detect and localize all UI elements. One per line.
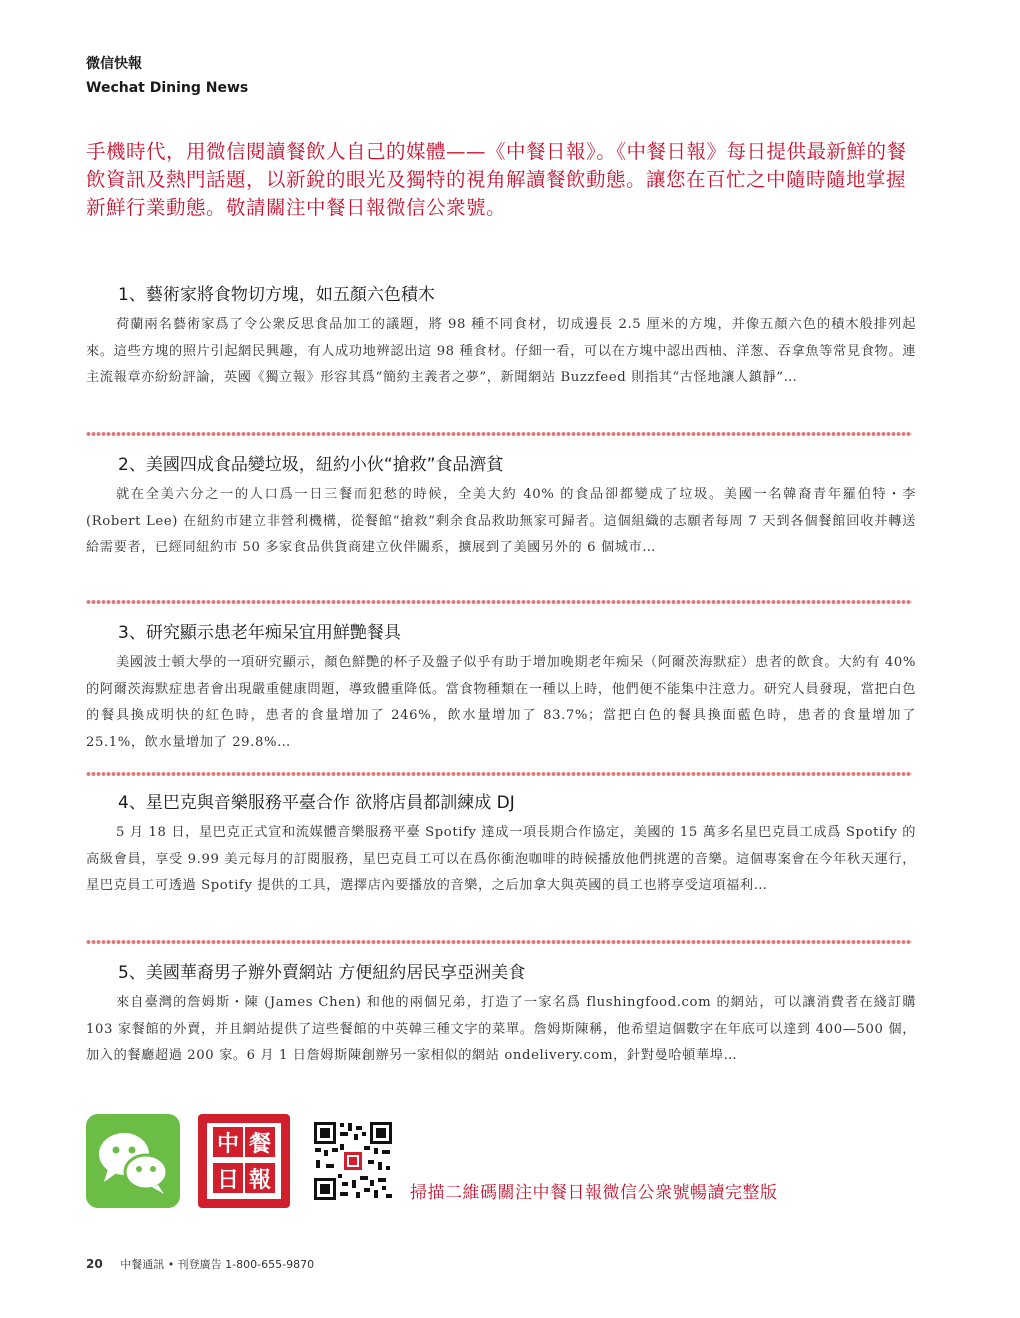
- article-3: [86, 622, 916, 756]
- divider: [86, 598, 912, 606]
- divider: [86, 938, 912, 946]
- logo-char: 中: [213, 1127, 243, 1157]
- logo-char: 餐: [245, 1127, 275, 1157]
- divider: [86, 770, 912, 778]
- scan-qr-text: 掃描二維碼關注中餐日報微信公衆號暢讀完整版: [410, 1183, 778, 1203]
- article-body: 荷蘭兩名藝術家爲了令公衆反思食品加工的議題，將 98 種不同食材，切成邊長 2.5 厘米的方塊，并像五顏六色的積木般排列起來。這些方塊的照片引起網民興趣，有人成功地辨認出這 98 種食材。仔細一看，可以在方塊中認出西柚、洋葱、吞拿魚等常見食物。連主流報章亦紛紛評論，英國《獨立報》形容其爲“簡約主義者之夢”，新聞網站 Buzzfeed 則指其“古怪地讓人鎮靜”…: [86, 317, 916, 385]
- section-title-cn: 微信快報: [86, 56, 142, 72]
- logo-char: 日: [213, 1163, 243, 1193]
- article-title: 5、美國華裔男子辦外賣網站 方便紐約居民享亞洲美食: [118, 963, 526, 983]
- logo-char: 報: [245, 1163, 275, 1193]
- article-title: 1、藝術家將食物切方塊，如五顏六色積木: [118, 285, 435, 305]
- wechat-logo-icon: [86, 1114, 180, 1208]
- article-body: 來自臺灣的詹姆斯・陳 (James Chen) 和他的兩個兄弟，打造了一家名爲 flushingfood.com 的網站，可以讓消費者在綫訂購 103 家餐館的外賣，并且網站提供了這些餐館的中英韓三種文字的菜單。詹姆斯陳稱，他希望這個數字在年底可以達到 400—500 個，加入的餐廳超過 200 家。6 月 1 日詹姆斯陳創辦另一家相似的網站 ondelivery.com，針對曼哈頓華埠…: [86, 995, 916, 1063]
- article-4: [86, 792, 916, 900]
- article-5: [86, 962, 916, 1070]
- qr-code-icon[interactable]: [312, 1120, 394, 1202]
- article-body: 5 月 18 日，星巴克正式宣和流媒體音樂服務平臺 Spotify 達成一項長期合作協定，美國的 15 萬多名星巴克員工成爲 Spotify 的高級會員，享受 9.99 美元每月的訂閱服務，星巴克員工可以在爲你衝泡咖啡的時候播放他們挑選的音樂。這個專案會在今年秋天運行，星巴克員工可透過 Spotify 提供的工具，選擇店內要播放的音樂，之后加拿大與英國的員工也將享受這項福利…: [86, 825, 916, 893]
- logo-inner: [207, 1123, 281, 1199]
- article-1: [86, 284, 916, 392]
- article-title: 3、研究顯示患老年痴呆宜用鮮艷餐具: [118, 623, 401, 643]
- section-title-en: Wechat Dining News: [86, 80, 249, 96]
- article-body: 美國波士頓大學的一項研究顯示，顏色鮮艷的杯子及盤子似乎有助于增加晚期老年痴呆（阿爾茨海默症）患者的飲食。大約有 40% 的阿爾茨海默症患者會出現嚴重健康問題，導致體重降低。當食物種類在一種以上時，他們便不能集中注意力。研究人員發現，當把白色的餐具換成明快的紅色時，患者的食量增加了 246%，飲水量增加了 83.7%；當把白色的餐具換面藍色時，患者的食量增加了 25.1%，飲水量增加了 29.8%…: [86, 655, 916, 750]
- intro-paragraph: 手機時代，用微信閱讀餐飲人自己的媒體——《中餐日報》。《中餐日報》每日提供最新鮮的餐飲資訊及熱門話題，以新銳的眼光及獨特的視角解讀餐飲動態。讓您在百忙之中隨時隨地掌握新鮮行業動態。敬請關注中餐日報微信公衆號。: [86, 140, 907, 219]
- footer-icons: [86, 1114, 916, 1209]
- article-2: [86, 454, 916, 562]
- chinese-dining-logo: [198, 1114, 290, 1208]
- section-header: [86, 54, 248, 98]
- divider: [86, 430, 912, 438]
- article-body: 就在全美六分之一的人口爲一日三餐而犯愁的時候，全美大約 40% 的食品卻都變成了垃圾。美國一名韓裔青年羅伯特・李 (Robert Lee) 在紐約市建立非營利機構，從餐館“搶救”剩余食品救助無家可歸者。這個組織的志願者每周 7 天到各個餐館回收并轉送給需要者，已經同紐約市 50 多家食品供貨商建立伙伴關系，擴展到了美國另外的 6 個城市…: [86, 487, 916, 555]
- page-footer: [86, 1256, 314, 1272]
- footer-text: 中餐通訊 • 刊登廣告 1-800-655-9870: [120, 1258, 315, 1271]
- wechat-bubbles-icon: [86, 1114, 180, 1208]
- article-title: 2、美國四成食品變垃圾，紐約小伙“搶救”食品濟貧: [118, 455, 504, 475]
- article-title: 4、星巴克與音樂服務平臺合作 欲將店員都訓練成 DJ: [118, 793, 515, 813]
- page-number: 20: [86, 1257, 103, 1271]
